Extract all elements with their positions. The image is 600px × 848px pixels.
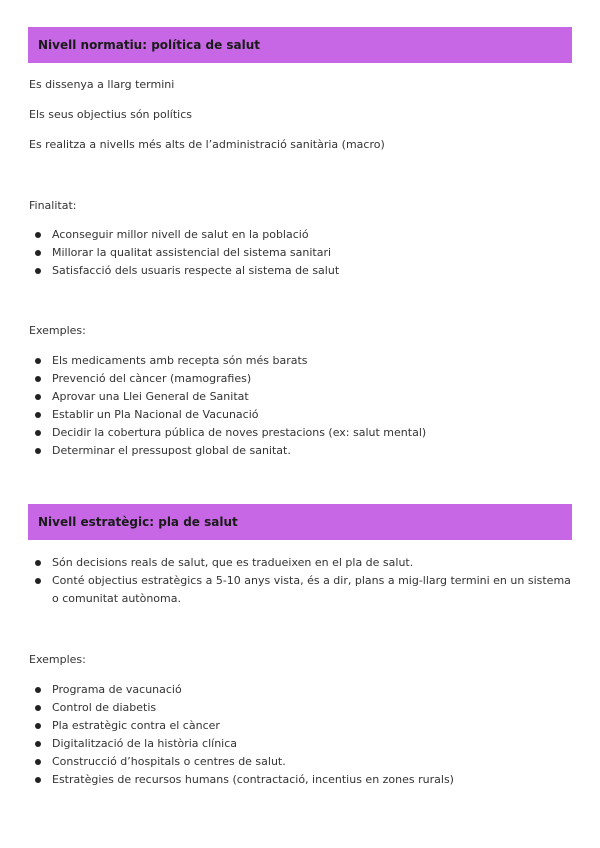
list-item: Establir un Pla Nacional de Vacunació: [29, 406, 574, 424]
list-item: Control de diabetis: [29, 699, 574, 717]
list-item: Programa de vacunació: [29, 681, 574, 699]
bullet-icon: [35, 376, 41, 382]
bullet-icon: [35, 560, 41, 566]
list-item: Satisfacció dels usuaris respecte al sistema de salut: [29, 262, 574, 280]
finalitat-list: [29, 226, 574, 280]
estrategic-list: [29, 554, 574, 608]
list-item: Construcció d’hospitals o centres de salut.: [29, 753, 574, 771]
list-item: Determinar el pressupost global de sanitat.: [29, 442, 574, 460]
bullet-icon: [35, 687, 41, 693]
list-item: Decidir la cobertura pública de noves prestacions (ex: salut mental): [29, 424, 574, 442]
bullet-icon: [35, 232, 41, 238]
finalitat-label: Finalitat:: [29, 199, 77, 212]
bullet-icon: [35, 723, 41, 729]
bullet-icon: [35, 430, 41, 436]
bullet-icon: [35, 250, 41, 256]
bullet-icon: [35, 268, 41, 274]
bullet-icon: [35, 705, 41, 711]
section-heading-text: Nivell normatiu: política de salut: [38, 38, 261, 52]
section-heading-normatiu: [28, 27, 572, 63]
list-item: Pla estratègic contra el càncer: [29, 717, 574, 735]
list-item: Conté objectius estratègics a 5-10 anys vista, és a dir, plans a mig-llarg termini en un sistema o comunitat autònoma.: [29, 572, 574, 608]
list-item: Aconseguir millor nivell de salut en la població: [29, 226, 574, 244]
paragraph: Es realitza a nivells més alts de l’administració sanitària (macro): [29, 138, 385, 151]
list-item: Estratègies de recursos humans (contractació, incentius en zones rurals): [29, 771, 574, 789]
paragraph: Els seus objectius són polítics: [29, 108, 192, 121]
list-item: Aprovar una Llei General de Sanitat: [29, 388, 574, 406]
list-item: Són decisions reals de salut, que es tradueixen en el pla de salut.: [29, 554, 574, 572]
bullet-icon: [35, 412, 41, 418]
bullet-icon: [35, 448, 41, 454]
bullet-icon: [35, 741, 41, 747]
list-item: Prevenció del càncer (mamografies): [29, 370, 574, 388]
exemples-list: [29, 352, 574, 460]
bullet-icon: [35, 358, 41, 364]
bullet-icon: [35, 394, 41, 400]
list-item: Millorar la qualitat assistencial del sistema sanitari: [29, 244, 574, 262]
exemples-label: Exemples:: [29, 653, 86, 666]
list-item: Els medicaments amb recepta són més barats: [29, 352, 574, 370]
bullet-icon: [35, 759, 41, 765]
section-heading-text: Nivell estratègic: pla de salut: [38, 515, 238, 529]
section-heading-estrategic: [28, 504, 572, 540]
bullet-icon: [35, 578, 41, 584]
bullet-icon: [35, 777, 41, 783]
exemples-list: [29, 681, 574, 789]
list-item: Digitalització de la història clínica: [29, 735, 574, 753]
paragraph: Es dissenya a llarg termini: [29, 78, 175, 91]
exemples-label: Exemples:: [29, 324, 86, 337]
